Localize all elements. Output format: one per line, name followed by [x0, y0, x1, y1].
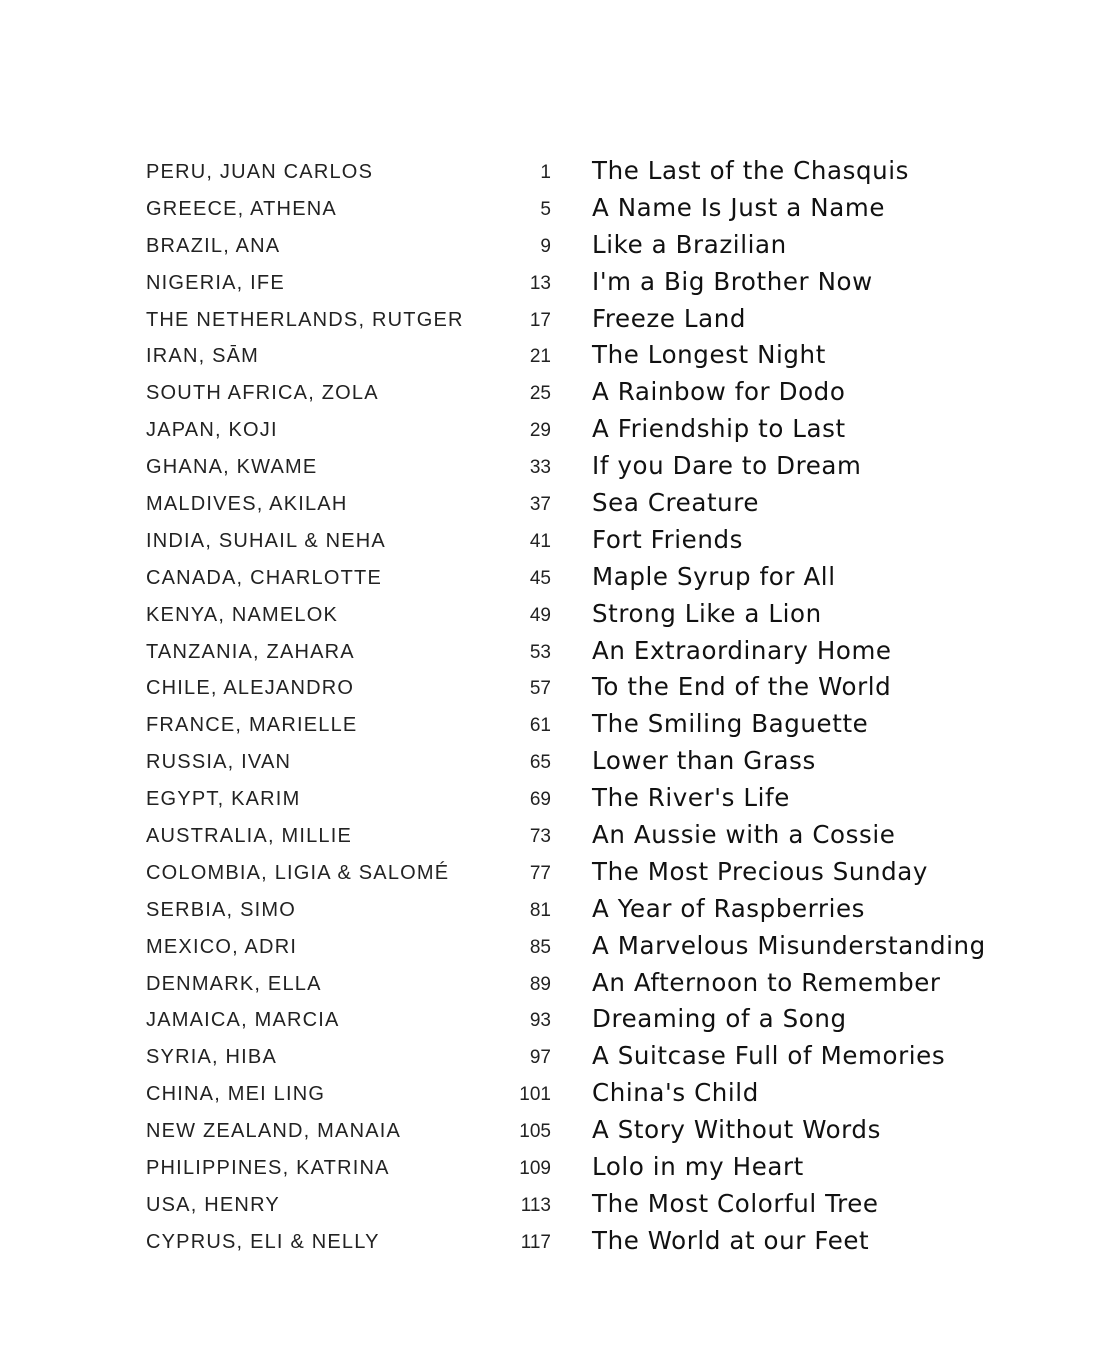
toc-story-title: An Afternoon to Remember — [592, 967, 941, 997]
toc-page-number: 61 — [529, 715, 551, 737]
toc-story-title: Strong Like a Lion — [592, 598, 822, 628]
toc-story-title: Sea Creature — [592, 488, 760, 518]
toc-page-number: 41 — [529, 530, 551, 552]
toc-page-number: 33 — [529, 457, 551, 479]
toc-country-name: TANZANIA, ZAHARA — [146, 640, 355, 663]
toc-story-title: The Smiling Baguette — [592, 709, 869, 739]
toc-entry — [146, 746, 1046, 783]
toc-page-number: 17 — [529, 309, 551, 331]
toc-story-title: The World at our Feet — [592, 1225, 870, 1255]
toc-entry — [146, 1115, 1046, 1152]
toc-entry — [146, 267, 1046, 304]
toc-entry — [146, 525, 1046, 562]
toc-country-name: EGYPT, KARIM — [146, 788, 301, 811]
toc-story-title: Maple Syrup for All — [592, 561, 836, 591]
toc-entry — [146, 156, 1046, 193]
toc-page-number: 105 — [519, 1121, 551, 1143]
toc-page-number: 101 — [519, 1084, 551, 1106]
toc-story-title: A Friendship to Last — [592, 414, 846, 444]
toc-country-name: DENMARK, ELLA — [146, 972, 322, 995]
toc-page-number: 113 — [520, 1194, 551, 1216]
toc-entry — [146, 894, 1046, 931]
toc-story-title: A Name Is Just a Name — [592, 192, 885, 222]
toc-country-name: CANADA, CHARLOTTE — [146, 566, 382, 589]
toc-entry — [146, 783, 1046, 820]
toc-story-title: China's Child — [592, 1078, 759, 1108]
toc-country-name: USA, HENRY — [146, 1193, 280, 1216]
toc-page-number: 69 — [529, 789, 551, 811]
toc-country-name: MALDIVES, AKILAH — [146, 493, 348, 516]
toc-story-title: The Last of the Chasquis — [592, 156, 910, 185]
toc-country-name: JAPAN, KOJI — [146, 419, 278, 442]
toc-page-number: 45 — [529, 567, 551, 589]
toc-country-name: NIGERIA, IFE — [146, 271, 285, 294]
toc-entry — [146, 968, 1046, 1005]
toc-entry — [146, 857, 1046, 894]
toc-page-number: 57 — [529, 678, 551, 700]
toc-entry — [146, 193, 1046, 230]
toc-page-number: 97 — [529, 1047, 551, 1069]
toc-story-title: The Longest Night — [592, 340, 826, 370]
toc-story-title: The Most Precious Sunday — [592, 856, 929, 886]
toc-page-number: 109 — [519, 1158, 551, 1180]
toc-story-title: A Suitcase Full of Memories — [592, 1041, 946, 1071]
toc-country-name: PHILIPPINES, KATRINA — [146, 1157, 390, 1180]
toc-page-number: 117 — [520, 1231, 551, 1253]
toc-story-title: An Extraordinary Home — [592, 635, 892, 665]
toc-country-name: FRANCE, MARIELLE — [146, 714, 358, 737]
toc-page-number: 21 — [529, 346, 551, 368]
toc-story-title: A Year of Raspberries — [592, 893, 866, 923]
toc-page-number: 13 — [529, 272, 551, 294]
toc-country-name: CHILE, ALEJANDRO — [146, 677, 355, 700]
toc-country-name: BRAZIL, ANA — [146, 234, 281, 257]
toc-entry — [146, 1004, 1046, 1041]
toc-page-number: 29 — [529, 420, 551, 442]
toc-country-name: COLOMBIA, LIGIA & SALOMÉ — [146, 861, 450, 884]
toc-country-name: SOUTH AFRICA, ZOLA — [146, 382, 379, 405]
toc-page-number: 37 — [529, 494, 551, 516]
toc-country-name: KENYA, NAMELOK — [146, 603, 339, 626]
toc-story-title: To the End of the World — [592, 672, 892, 702]
toc-country-name: AUSTRALIA, MILLIE — [146, 825, 353, 848]
toc-page-number: 25 — [529, 383, 551, 405]
table-of-contents — [146, 156, 1046, 1263]
toc-entry — [146, 230, 1046, 267]
toc-entry — [146, 377, 1046, 414]
toc-story-title: If you Dare to Dream — [592, 451, 862, 481]
toc-page-number: 89 — [529, 973, 551, 995]
toc-country-name: SYRIA, HIBA — [146, 1046, 278, 1069]
toc-page-number: 85 — [529, 936, 551, 958]
toc-country-name: GHANA, KWAME — [146, 456, 318, 479]
toc-entry — [146, 1226, 1046, 1263]
toc-country-name: THE NETHERLANDS, RUTGER — [146, 308, 464, 331]
toc-country-name: JAMAICA, MARCIA — [146, 1009, 340, 1032]
toc-country-name: INDIA, SUHAIL & NEHA — [146, 529, 386, 552]
toc-story-title: An Aussie with a Cossie — [592, 820, 896, 850]
toc-entry — [146, 488, 1046, 525]
toc-country-name: IRAN, SĀM — [146, 345, 260, 368]
toc-story-title: A Story Without Words — [592, 1115, 881, 1145]
toc-country-name: CYPRUS, ELI & NELLY — [146, 1230, 380, 1253]
toc-story-title: Like a Brazilian — [592, 229, 787, 259]
toc-entry — [146, 340, 1046, 377]
toc-country-name: PERU, JUAN CARLOS — [146, 161, 374, 183]
toc-entry — [146, 636, 1046, 673]
toc-entry — [146, 304, 1046, 341]
toc-story-title: Fort Friends — [592, 524, 743, 554]
toc-entry — [146, 1041, 1046, 1078]
toc-country-name: GREECE, ATHENA — [146, 197, 337, 220]
toc-page-number: 49 — [529, 604, 551, 626]
toc-entry — [146, 1078, 1046, 1115]
toc-story-title: Freeze Land — [592, 303, 747, 333]
toc-page-number: 65 — [529, 752, 551, 774]
toc-page-number: 77 — [529, 862, 551, 884]
toc-entry — [146, 1189, 1046, 1226]
toc-story-title: A Rainbow for Dodo — [592, 377, 846, 407]
toc-story-title: Dreaming of a Song — [592, 1004, 847, 1034]
toc-country-name: NEW ZEALAND, MANAIA — [146, 1120, 402, 1143]
toc-country-name: MEXICO, ADRI — [146, 935, 298, 958]
toc-country-name: RUSSIA, IVAN — [146, 751, 292, 774]
toc-page-number: 73 — [529, 826, 551, 848]
toc-story-title: The Most Colorful Tree — [592, 1188, 879, 1218]
toc-story-title: The River's Life — [592, 783, 790, 813]
toc-page-number: 93 — [529, 1010, 551, 1032]
toc-story-title: Lolo in my Heart — [592, 1152, 804, 1182]
toc-country-name: CHINA, MEI LING — [146, 1083, 326, 1106]
toc-entry — [146, 709, 1046, 746]
toc-page-number: 53 — [529, 641, 551, 663]
toc-country-name: SERBIA, SIMO — [146, 898, 296, 921]
toc-entry — [146, 451, 1046, 488]
toc-entry — [146, 414, 1046, 451]
toc-entry — [146, 672, 1046, 709]
toc-entry — [146, 820, 1046, 857]
toc-entry — [146, 599, 1046, 636]
toc-entry — [146, 1152, 1046, 1189]
toc-story-title: Lower than Grass — [592, 746, 816, 776]
toc-entry — [146, 562, 1046, 599]
toc-page-number: 1 — [540, 162, 551, 183]
toc-story-title: I'm a Big Brother Now — [592, 266, 873, 296]
toc-story-title: A Marvelous Misunderstanding — [592, 930, 986, 960]
toc-page-number: 81 — [529, 899, 551, 921]
toc-page-number: 9 — [540, 235, 551, 257]
toc-page-number: 5 — [540, 198, 551, 220]
toc-entry — [146, 931, 1046, 968]
